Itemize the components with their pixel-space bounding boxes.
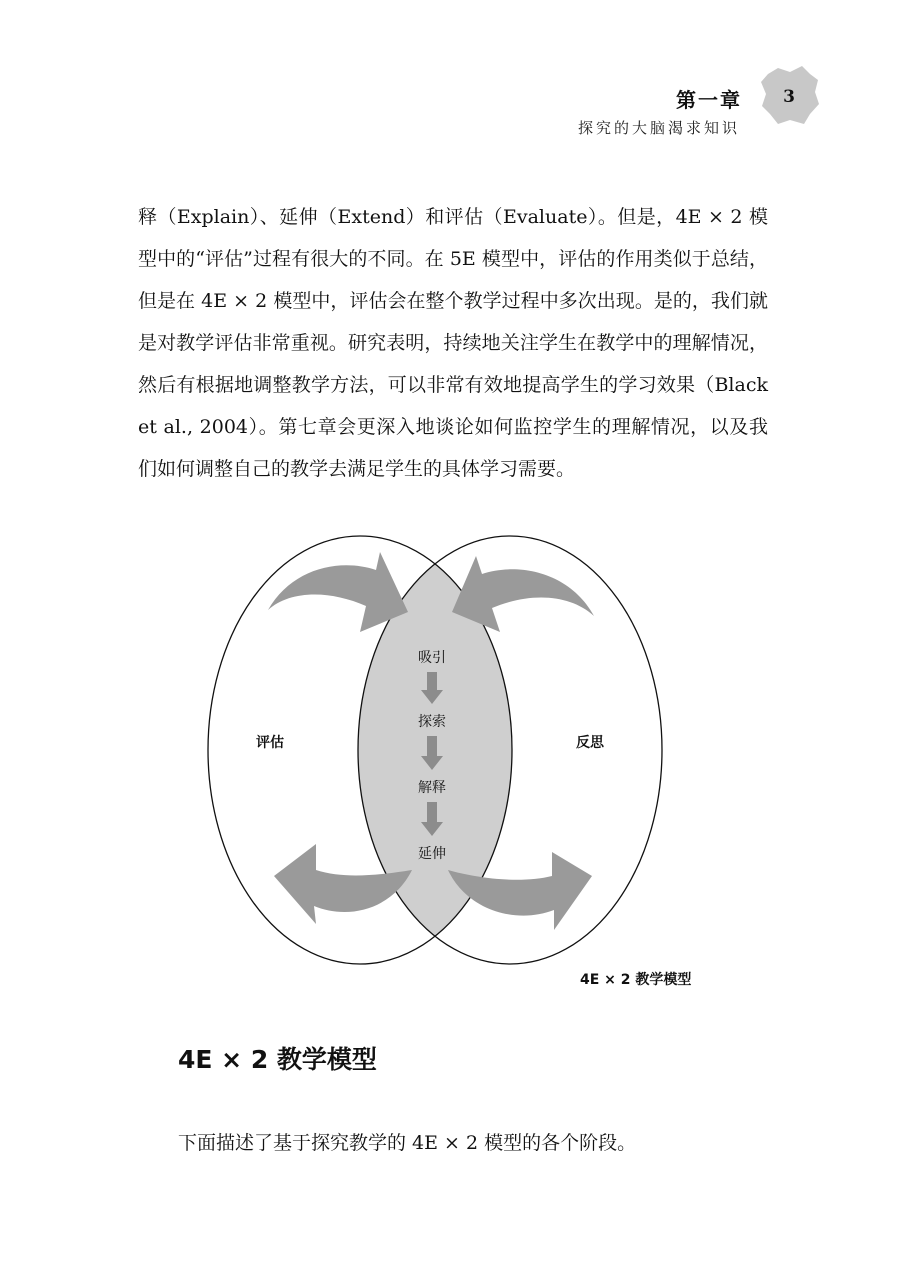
model-diagram (180, 520, 720, 980)
step-extend: 延伸 (418, 846, 446, 862)
curved-arrow-top-left (268, 552, 408, 632)
section-intro: 下面描述了基于探究教学的 4E × 2 模型的各个阶段。 (178, 1132, 637, 1154)
step-explain: 解释 (418, 780, 446, 796)
label-evaluate: 评估 (256, 735, 284, 751)
chapter-title: 第一章 (676, 88, 742, 112)
step-engage: 吸引 (418, 650, 446, 666)
curved-arrow-top-right (452, 556, 594, 632)
step-explore: 探索 (418, 714, 446, 730)
label-reflect: 反思 (576, 735, 604, 751)
diagram-caption: 4E × 2 教学模型 (580, 972, 692, 988)
body-paragraph: 释（Explain）、延伸（Extend）和评估（Evaluate）。但是，4E × 2 模型中的“评估”过程有很大的不同。在 5E 模型中，评估的作用类似于总结，但是在 4E × 2 模型中，评估会在整个教学过程中多次出现。是的，我们就是对教学评估非常重视。研究表明，持续地关注学生在教学中的理解情况，然后有根据地调整教学方法，可以非常有效地提高学生的学习效果（Black et al., 2004）。第七章会更深入地谈论如何监控学生的理解情况，以及我们如何调整自己的教学去满足学生的具体学习需要。 (138, 206, 768, 480)
page-number: 3 (783, 87, 795, 107)
chapter-subtitle: 探究的大脑渴求知识 (577, 119, 740, 137)
section-heading: 4E × 2 教学模型 (178, 1045, 377, 1074)
